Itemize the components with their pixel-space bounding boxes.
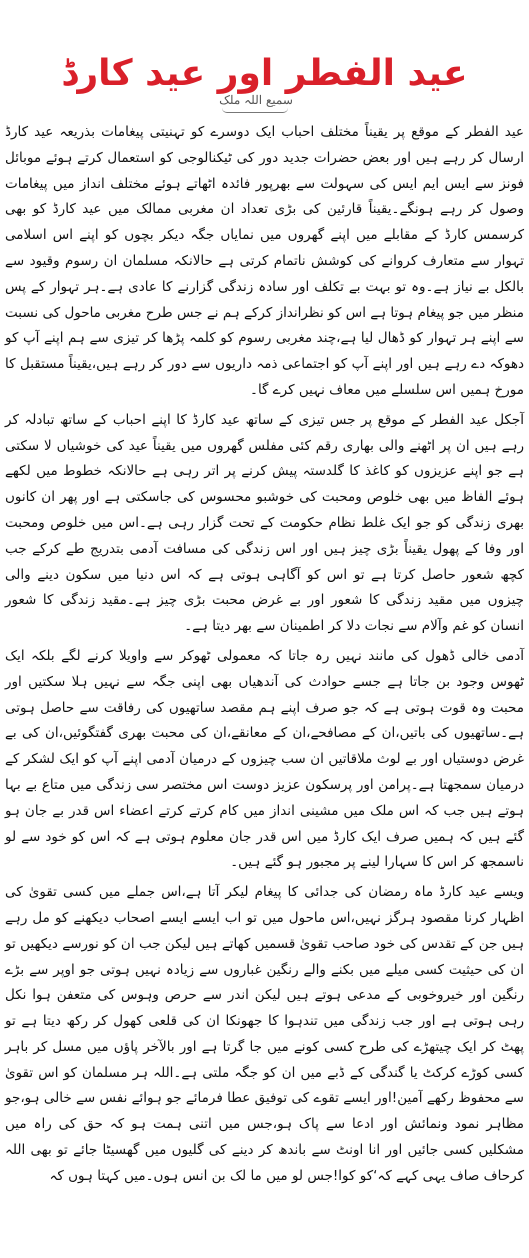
article-paragraph: آجکل عید الفطر کے موقع پر جس تیزی کے ساتھ عید کارڈ کا اپنے احباب کے ساتھ تبادلہ کر رہے ہیں ان پر اٹھنے والی بھاری رقم کئی مفلس گھروں میں یقیناً عید کی خوشیاں لا سکتی ہے جو اپنے عزیزوں کو کاغذ کا گلدستہ پیش کرنے پر اتر رہی ہے حالانکہ خطوط میں لکھے ہوئے الفاظ میں بھی خلوص ومحبت کی خوشبو محسوس کی جاسکتی ہے اور پھر ان کانوں بھری زندگی کو جو ایک غلط نظام حکومت کے تحت گزار رہی ہے۔اس میں خلوص ومحبت اور وفا کے پھول یقیناً بڑی چیز ہیں اور اس زندگی کی مسافت آدمی بتدریج طے کرکے جب کچھ شعور حاصل کرتا ہے تو اس کو آگاہی ہوتی ہے کہ اس دنیا میں سکون دینے والی چیزوں میں مقید زندگی کا شعور اور بے غرض محبت بڑی چیز ہے۔مقید زندگی کا شعور انسان کو غم وآلام سے نجات دلا کر اطمینان سے بھر دیتا ہے۔ xyxy=(5,411,524,635)
byline-flourish xyxy=(222,108,288,113)
article-paragraph: ویسے عید کارڈ ماہ رمضان کی جدائی کا پیغام لیکر آتا ہے،اس جملے میں کسی تقویٰ کی اظہار کرنا مقصود ہرگز نہیں،اس ماحول میں تو اب ایسے ایسے اصحاب دیکھنے کو مل رہے ہیں جن کے تقدس کی خود صاحب تقویٰ قسمیں کھاتے ہیں لیکن جب ان کو نورسے دیکھیں تو ان کی حیثیت کسی میلے میں بکنے والے رنگین غباروں سے زیادہ نہیں ہوتی جو اوپر سے بڑے رنگین اور خیروخوبی کے مدعی ہوتے ہیں لیکن اندر سے حرص وہوس کی متعفن ہوا نکل رہی ہوتی ہے اور جب زندگی میں تندہوا کا جھونکا ان کی قلعی کھول کر رکھ دیتا ہے تو پھٹ کر ایک چیتھڑے کی طرح کسی کونے میں جا گرتا ہے اور بالآخر پاؤں میں مسل کر باہر کسی کوڑے کرکٹ یا گندگی کے ڈبے میں ان کو جگہ ملتی ہے۔اللہ ہر مسلمان کو اس تقویٰ سے محفوظ رکھے آمین!اور ایسے تقوے کی توفیق عطا فرمائے جو ہوائے نفس سے خالی ہو،جو مظاہر نمود ونمائش اور ادعا سے پاک ہو،جس میں اتنی ہمت ہو کہ حق کی راہ میں مشکلیں کسی جائیں اور انا اونٹ سے باندھ کر دینے کی گلیوں میں گھسیٹا جائے تو بھی اللہ کرحاف صاف یہی کہے کہ‘کو کوا!جس لو میں ما لک بن انس ہوں۔میں کہتا ہوں کہ xyxy=(5,884,524,1184)
article-paragraph: آدمی خالی ڈھول کی مانند نہیں رہ جاتا کہ معمولی ٹھوکر سے واویلا کرنے لگے بلکہ ایک ٹھوس وجود بن جاتا ہے جسے حوادث کی آندھیاں بھی اپنی جگہ سے نہیں ہلا سکتیں اور محبت وہ قوت ہوتی ہے کہ جو صرف اپنے ہم مقصد ساتھیوں کی رفاقت سے حاصل ہوتی ہے۔ساتھیوں کی باتیں،ان کے مصافحے،ان کے معانقے،ان کی محبت بھری گفتگوئیں،ان کی بے غرض دوستیاں اور بے لوث ملاقاتیں ان سب چیزوں کے درمیان آدمی اپنے آپ کو ایک لشکر کے درمیان سمجھتا ہے۔پرامن اور پرسکون عزیز دوست اس مختصر سی زندگی میں متاع بے بہا ہوتے ہیں جب کہ اس ملک میں مشینی انداز میں کام کرتے کرتے اعضاء اس قدر بے جان ہو گئے ہیں کہ ہمیں صرف ایک کارڈ میں اس قدر جان معلوم ہوتی ہے کہ اس کو خود سے لو ناسمجھ کر اس کا سہارا لینے پر مجبور ہو گئے ہیں۔ xyxy=(5,647,524,871)
author-byline: سمیع اللہ ملک xyxy=(219,93,293,107)
article-body xyxy=(5,120,524,1194)
article-paragraph: عید الفطر کے موقع پر یقیناً مختلف احباب ایک دوسرے کو تہنیتی پیغامات بذریعہ عید کارڈ ارسال کر رہے ہیں اور بعض حضرات جدید دور کی ٹیکنالوجی کو استعمال کرتے ہوئے موبائل فونز سے ایس ایم ایس کی سہولت سے بھرپور فائدہ اٹھاتے ہوئے مختلف انداز میں پیغامات وصول کر رہے ہونگے۔یقیناً قارئین کی بڑی تعداد ان مغربی ممالک میں عید کارڈ کو بھی کرسمس کارڈ کے مقابلے میں اپنے گھروں میں نمایاں جگہ دیکر بچوں کو اپنے اس اسلامی تہوار سے متعارف کروانے کی کوشش ناتمام کرتی ہے حالانکہ مسلمان ان رسوم وقیود سے بالکل بے نیاز ہے۔وہ تو بہت بے تکلف اور سادہ زندگی گزارنے کا عادی ہے۔ہر تہوار کے پس منظر میں جو پیغام ہوتا ہے اس کو نظرانداز کرکے ہم نے جس طرح مغربی ماحول کی نسبت سے اپنے ہر تہوار کو ڈھال لیا ہے،چند مغربی رسوم کو کلمہ پڑھا کر تیزی سے ہم اپنے آپ کو دھوکہ دے رہے ہیں اور اپنے آپ کو اجتماعی ذمہ داریوں سے دور کر رہے ہیں،یقیناً مستقبل کا مورخ ہمیں اس سلسلے میں معاف نہیں کرے گا۔ xyxy=(5,124,524,398)
article-title: عید الفطر اور عید کارڈ xyxy=(61,53,468,95)
